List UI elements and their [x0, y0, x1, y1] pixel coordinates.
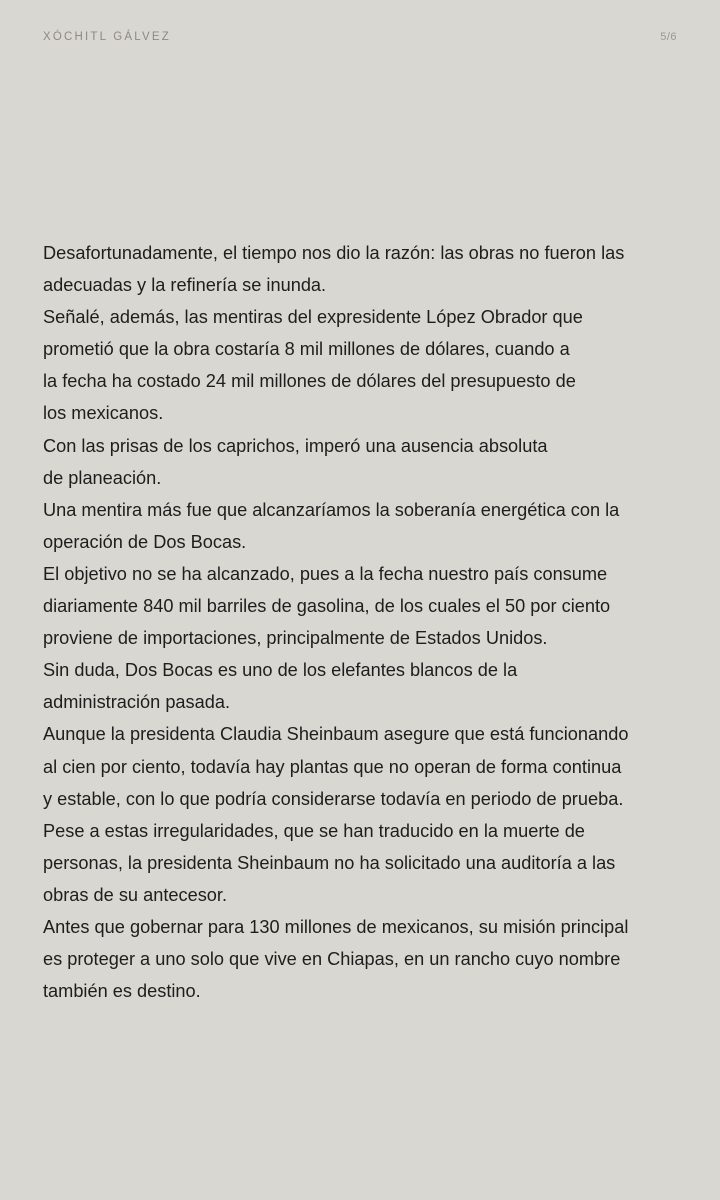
- paragraph: Antes que gobernar para 130 millones de mexicanos, su misión principal es proteger a uno solo que vive en Chiapas, en un rancho cuyo nombre también es destino.: [43, 916, 629, 1002]
- author-name: XÓCHITL GÁLVEZ: [43, 31, 171, 43]
- paragraph: Sin duda, Dos Bocas es uno de los elefantes blancos de la administración pasada.: [43, 660, 518, 713]
- paragraph: Pese a estas irregularidades, que se han traducido en la muerte de personas, la presidenta Sheinbaum no ha solicitado una auditoría a las obras de su antecesor.: [43, 820, 616, 905]
- article-body: [43, 237, 679, 1007]
- page-number: 5/6: [660, 31, 677, 43]
- paragraph: El objetivo no se ha alcanzado, pues a la fecha nuestro país consume diariamente 840 mil barriles de gasolina, de los cuales el 50 por ciento proviene de importaciones, principalmente de Estados Unidos.: [43, 563, 611, 649]
- paragraph: Señalé, además, las mentiras del expresidente López Obrador que prometió que la obra costaría 8 mil millones de dólares, cuando a la fecha ha costado 24 mil millones de dólares del presupuesto de los mexicanos.: [43, 307, 583, 424]
- page-header: [43, 29, 677, 45]
- paragraph: Aunque la presidenta Claudia Sheinbaum asegure que está funcionando al cien por ciento, todavía hay plantas que no operan de forma continua y estable, con lo que podría considerarse todavía en periodo de prueba.: [43, 724, 629, 809]
- paragraph: Con las prisas de los caprichos, imperó una ausencia absoluta de planeación.: [43, 435, 548, 488]
- paragraph: Desafortunadamente, el tiempo nos dio la razón: las obras no fueron las adecuadas y la refinería se inunda.: [43, 243, 625, 296]
- paragraph: Una mentira más fue que alcanzaríamos la soberanía energética con la operación de Dos Bocas.: [43, 499, 620, 552]
